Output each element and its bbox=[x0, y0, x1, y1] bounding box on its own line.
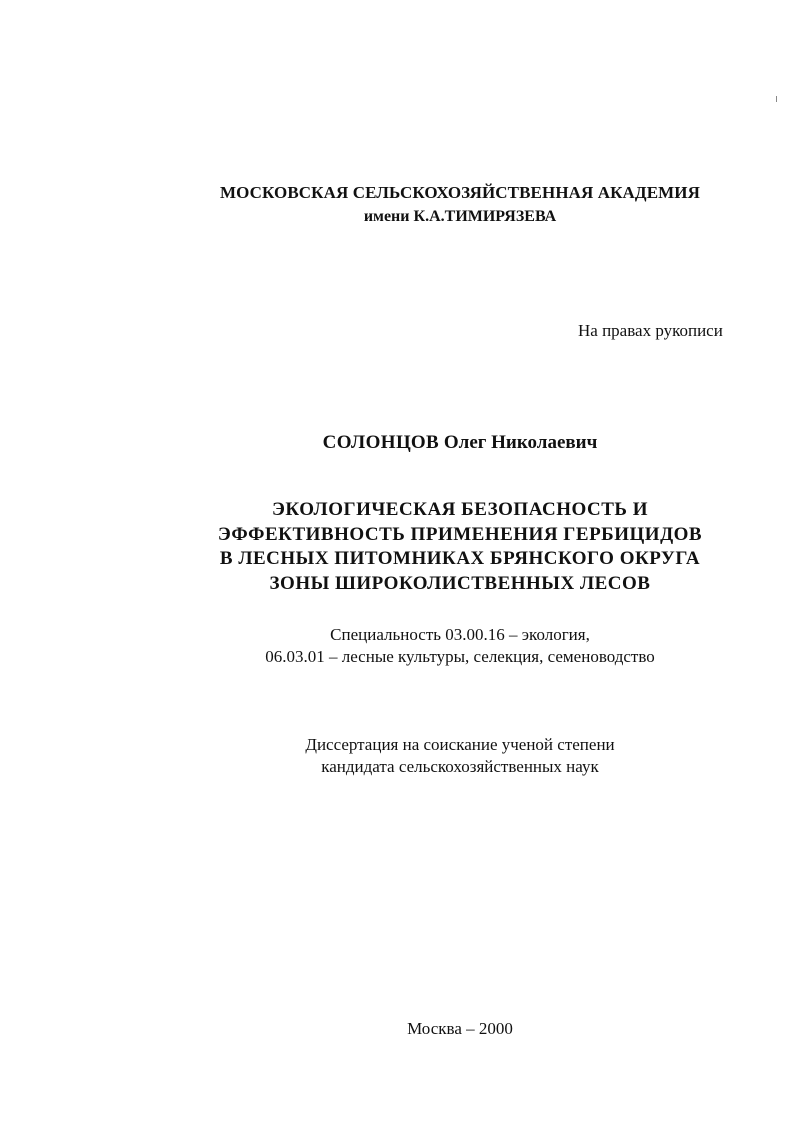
title-line: В ЛЕСНЫХ ПИТОМНИКАХ БРЯНСКОГО ОКРУГА bbox=[219, 548, 701, 569]
institution-dedication: имени К.А.ТИМИРЯЗЕВА bbox=[363, 208, 557, 225]
title-line: ЭКОЛОГИЧЕСКАЯ БЕЗОПАСНОСТЬ И bbox=[272, 499, 648, 520]
dissertation-title bbox=[0, 498, 793, 596]
author-given-names: Олег Николаевич bbox=[443, 432, 598, 453]
title-line: ЗОНЫ ШИРОКОЛИСТВЕННЫХ ЛЕСОВ bbox=[269, 572, 651, 594]
degree-line-1: Диссертация на соискание ученой степени bbox=[305, 735, 615, 754]
rights-note: На правах рукописи bbox=[578, 321, 723, 340]
title-line: ЭФФЕКТИВНОСТЬ ПРИМЕНЕНИЯ ГЕРБИЦИДОВ bbox=[217, 523, 703, 545]
place-year: Москва – 2000 bbox=[407, 1019, 513, 1038]
degree-line-2: кандидата сельскохозяйственных наук bbox=[321, 757, 599, 776]
institution-name: МОСКОВСКАЯ СЕЛЬСКОХОЗЯЙСТВЕННАЯ АКАДЕМИЯ bbox=[219, 183, 701, 202]
scan-mark bbox=[776, 96, 777, 102]
author bbox=[0, 432, 793, 454]
specialty-line-1: Специальность 03.00.16 – экология, bbox=[330, 625, 590, 644]
specialty-line-2: 06.03.01 – лесные культуры, селекция, семеноводство bbox=[265, 647, 655, 666]
author-surname: СОЛОНЦОВ bbox=[322, 432, 440, 453]
